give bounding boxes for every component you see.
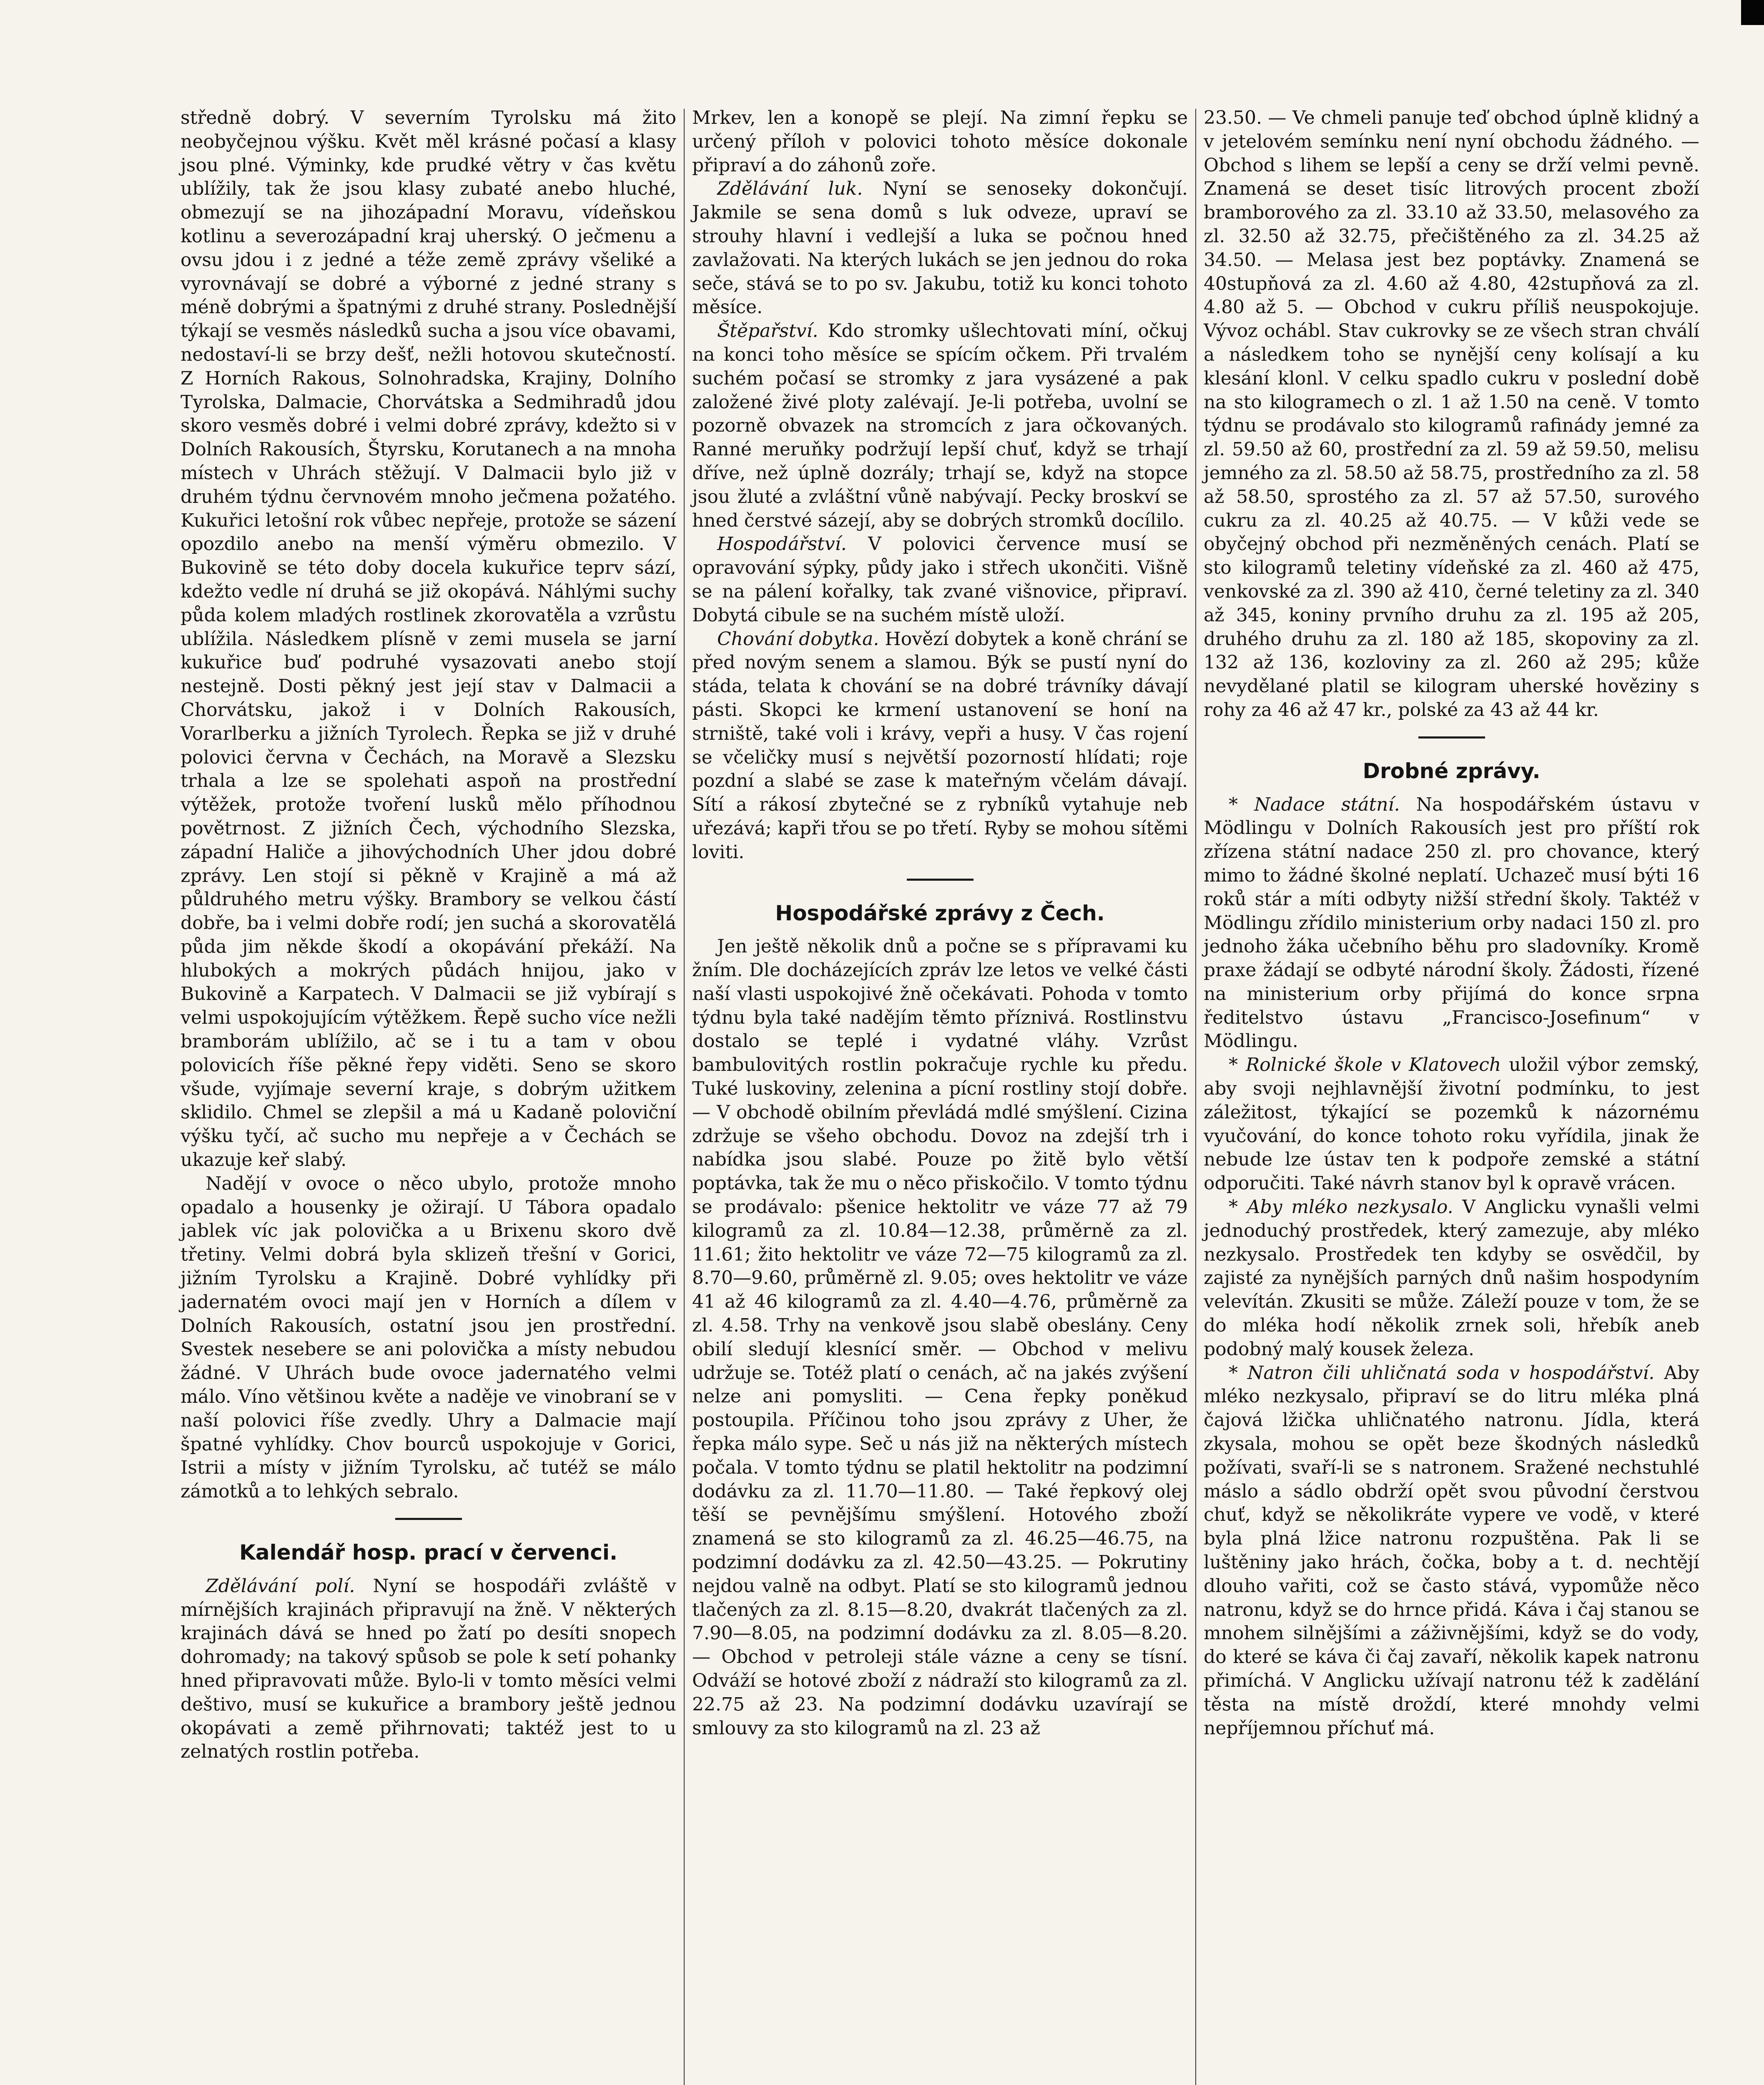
article-paragraph xyxy=(692,106,1188,177)
article-paragraph xyxy=(692,319,1188,533)
paragraph-lead: * Aby mléko nezkysalo. xyxy=(1229,1196,1453,1218)
paragraph-text: Na hospodářském ústavu v Mödlingu v Dolních Rakousích jest pro příští rok zřízena státní nadace 250 zl. pro chovance, který mimo to žádné školné neplatí. Uchazeč musí býti 16 roků stár a míti odbyty nižší střední školy. Taktéž v Mödlingu zřídilo ministerium orby nadaci 150 zl. pro jednoho žáka učebního běhu pro sladovníky. Kromě praxe žádají se odbyté národní školy. Žádosti, řízené na ministerium orby přijímá do konce srpna ředitelstvo ústavu „Francisco-Josefinum“ v Mödlingu. xyxy=(1204,794,1700,1052)
paragraph-text: Hovězí dobytek a koně chrání se před novým senem a slamou. Býk se pustí nyní do stáda, telata k chování se na dobré trávníky dávají pásti. Skopci ke krmení ustanovení se honí na strniště, také voli i krávy, vepři a husy. V čas rojení se včeličky musí s největší pozorností hlídati; roje pozdní a slabé se zase k mateřným včelám dávají. Sítí a rákosí zbytečné se z rybníků vytahuje neb uřezává; kapři třou se po třetí. Ryby se mohou sítěmi loviti. xyxy=(692,628,1188,863)
article-paragraph xyxy=(1204,106,1699,722)
article-paragraph xyxy=(692,628,1188,864)
paragraph-lead: * Natron čili uhličnatá soda v hospodářství. xyxy=(1229,1362,1655,1384)
article-paragraph xyxy=(1204,1053,1699,1196)
section-heading: Kalendář hosp. prací v červenci. xyxy=(239,1540,618,1565)
paragraph-lead: * Nadace státní. xyxy=(1229,794,1400,815)
scan-corner-mark xyxy=(1741,0,1764,25)
paragraph-text: V polovici července musí se opravování sýpky, půdy jako i střech ukončiti. Višně se na pálení kořalky, tak zvané višnovice, připraví. Dobytá cibule se na suchém místě uloží. xyxy=(692,533,1188,626)
column-middle xyxy=(685,106,1195,2085)
section-heading: Hospodářské zprávy z Čech. xyxy=(775,901,1105,925)
article-paragraph xyxy=(1204,793,1699,1054)
column-left xyxy=(173,106,684,2085)
paragraph-lead: * Rolnické škole v Klatovech xyxy=(1229,1054,1501,1076)
newspaper-page xyxy=(173,106,1730,2085)
paragraph-text: V Anglicku vynašli velmi jednoduchý prostředek, který zamezuje, aby mléko nezkysalo. Prostředek ten kdyby se osvědčil, by zajisté za nynějších parných dnů našim hospodyním velevítán. Zkusiti se může. Záleží pouze v tom, že se do mléka hodí několik zrnek soli, hřebík aneb podobný malý kousek železa. xyxy=(1204,1196,1699,1360)
article-paragraph xyxy=(181,1575,676,1764)
paragraph-lead: Hospodářství. xyxy=(717,533,847,555)
section-rule xyxy=(1418,736,1485,739)
paragraph-lead: Zdělávání luk. xyxy=(717,178,863,200)
paragraph-text: středně dobrý. V severním Tyrolsku má žito neobyčejnou výšku. Květ měl krásné počasí a klasy jsou plné. Výminky, kde prudké větry v čas květu ublížily, tak že jsou klasy zubaté anebo hluché, obmezují se na jihozápadní Moravu, vídeňskou kotlinu a severozápadní kraj uherský. O ječmenu a ovsu jdou i z jedné a téže země zprávy všeliké a vyrovnávají se dobré a výborné z jedné strany s méně dobrými a špatnými z druhé strany. Poslednější týkají se vesměs následků sucha a jsou více obavami, nedostaví-li se brzy dešť, nežli hotovou skutečností. Z Horních Rakous, Solnohradska, Krajiny, Dolního Tyrolska, Dalmacie, Chorvátska a Sedmihradů jdou skoro vesměs dobré i velmi dobré zprávy, kdežto si v Dolních Rakousích, Štyrsku, Korutanech a na mnoha místech v Uhrách stěžují. V Dalmacii bylo již v druhém týdnu červnovém mnoho ječmena požatého. Kukuřici letošní rok vůbec nepřeje, protože se sázení opozdilo anebo na menší výměru obmezilo. V Bukovině se této doby docela kukuřice teprv sází, kdežto vedle ní druhá se již okopává. Náhlými suchy půda kolem mladých rostlinek zkorovatěla a vzrůstu ublížila. Následkem plísně v zemi musela se jarní kukuřice buď podruhé vysazovati anebo stojí nestejně. Dosti pěkný jest její stav v Dalmacii a Chorvátsku, jakož i v Dolních Rakousích, Vorarlberku a jižních Tyrolech. Řepka se již v druhé polovici června v Čechách, na Moravě a Slezsku trhala a lze se spolehati aspoň na prostřední výtěžek, protože tvoření lusků mělo příhodnou povětrnost. Z jižních Čech, východního Slezska, západní Haliče a jihovýchodních Uher jdou dobré zprávy. Len stojí si pěkně v Krajině a má až půldruhého metru výšky. Brambory se velkou částí dobře, ba i velmi dobře rodí; jen suchá a skorovatělá půda jim někde škodí a okopávání překáží. Na hlubokých a mokrých půdách hnijou, jako v Bukovině a Karpatech. V Dalmacii se již vybírají s velmi uspokojujícím výtěžkem. Řepě sucho více nežli bramborám ublížilo, ač se i tu a tam v obou polovicích říše pěkné řepy viděti. Seno se skoro všude, vyjímaje severní kraje, s dobrým užitkem sklidilo. Chmel se zlepšil a má u Kadaně poloviční výšku tyčí, ač sucho mu nepřeje a v Čechách se ukazuje keř slabý. xyxy=(181,107,676,1171)
article-paragraph xyxy=(692,533,1188,627)
column-right xyxy=(1196,106,1707,2085)
paragraph-text: uložil výbor zemský, aby svoji nejhlavnější životní podmínku, to jest záležitost, týkající se pozemků k názornému vyučování, do konce tohoto roku vyřídila, jinak že nebude lze ústav ten k podpoře zemské a státní odporučiti. Také návrh stanov byl k opravě vrácen. xyxy=(1204,1054,1699,1194)
paragraph-text: Nyní se senoseky dokončují. Jakmile se sena domů s luk odveze, upraví se strouhy hlavní i vedlejší a luka se počnou hned zavlažovati. Na kterých lukách se jen jednou do roka seče, stává se to po sv. Jakubu, totiž ku konci tohoto měsíce. xyxy=(692,178,1188,318)
paragraph-text: Nadějí v ovoce o něco ubylo, protože mnoho opadalo a housenky je ožirají. U Tábora opadalo jablek víc jak polovička a u Brixenu skoro dvě třetiny. Velmi dobrá byla sklizeň třešní v Gorici, jižním Tyrolsku a Krajině. Dobré vyhlídky při jadernatém ovoci mají jen v Horních a dílem v Dolních Rakousích, ostatní jsou jen prostřední. Svestek nesebere se ani polovička a místy nebudou žádné. V Uhrách bude ovoce jadernatého velmi málo. Víno většinou květe a naděje ve vinobraní se v naší polovici říše zvedly. Uhry a Dalmacie mají špatné vyhlídky. Chov bourců uspokojuje v Gorici, Istrii a místy v jižním Tyrolsku, ač tutéž se málo zámotků a to lehkých sebralo. xyxy=(181,1173,676,1502)
paragraph-text: Aby mléko nezkysalo, připraví se do litru mléka plná čajová lžička uhličnatého natronu. Jídla, která zkysala, mohou se opět beze škodných následků požívati, svaří-li se s natronem. Sražené nechstuhlé máslo a sádlo obdrží opět svou původní čerstvou chuť, když se několikráte vypere ve vodě, v které byla plná lžice natronu rozpuštěna. Pak li se luštěniny jako hrách, čočka, boby a t. d. nechtějí dlouho vařiti, což se často stává, vypomůže něco natronu, když se do hrnce přidá. Káva i čaj stanou se mnohem silnějšími a záživnějšími, když se do vody, do které se káva či čaj zavaří, několik kapek natronu přimíchá. V Anglicku užívají natronu též k zadělání těsta na místě droždí, které mnohdy velmi nepříjemnou příchuť má. xyxy=(1204,1362,1699,1739)
paragraph-lead: Chování dobytka. xyxy=(717,628,879,650)
paragraph-text: 23.50. — Ve chmeli panuje teď obchod úplně klidný a v jetelovém semínku není nyní obchodu žádného. — Obchod s lihem se lepší a ceny se drží velmi pevně. Znamená se deset tisíc litrových procent zboží bramborového za zl. 33.10 až 33.50, melasového za zl. 32.50 až 32.75, přečištěného za zl. 34.25 až 34.50. — Melasa jest bez poptávky. Znamená se 40stupňová za zl. 4.60 až 4.80, 42stupňová za zl. 4.80 až 5. — Obchod v cukru příliš neuspokojuje. Vývoz ochábl. Stav cukrovky se ze všech stran chválí a následkem toho se nynější ceny kolísají a ku klesání klonl. V celku spadlo cukru v poslední době na sto kilogramech o zl. 1 až 1.50 na ceně. V tomto týdnu se prodávalo sto kilogramů rafinády jemné za zl. 59.50 až 60, prostřední za zl. 59 až 59.50, melisu jemného za zl. 58.50 až 58.75, prostředního za zl. 58 až 58.50, sprostého za zl. 57 až 57.50, surového cukru za zl. 40.25 až 40.75. — V kůži vede se obyčejný obchod při nezměněných cenách. Platí se sto kilogramů teletiny vídeňské za zl. 460 až 475, venkovské za zl. 390 až 410, černé teletiny za zl. 340 až 345, koniny prvního druhu za zl. 195 až 205, druhého druhu za zl. 180 až 185, skopoviny za zl. 132 až 136, kozloviny za zl. 260 až 295; kůže nevydělané platil se kilogram uherské hověziny s rohy za 46 až 47 kr., polské za 43 až 44 kr. xyxy=(1204,107,1699,721)
section-heading: Drobné zprávy. xyxy=(1363,759,1541,783)
paragraph-lead: Zdělávání polí. xyxy=(206,1575,355,1597)
section-rule xyxy=(907,879,974,881)
paragraph-text: Nyní se hospodáři zvláště v mírnějších krajinách připravují na žně. V některých krajinách dává se hned po žatí po desíti snopech dohromady; na takový spůsob se pole k setí pohanky hned připravovati může. Bylo-li v tomto měsíci velmi deštivo, musí se kukuřice a brambory ještě jednou okopávati a země přihrnovati; taktéž jest to u zelnatých rostlin potřeba. xyxy=(181,1575,677,1763)
article-paragraph xyxy=(181,1172,676,1504)
paragraph-text: Kdo stromky ušlechtovati míní, očkuj na konci toho měsíce se spícím očkem. Při trvalém suchém počasí se stromky z jara vysázené a pak založené živé ploty zalévají. Je-li potřeba, uvolní se pozorně obvazek na stromcích z jara očkovaných. Ranné meruňky podržují lepší chuť, když se trhají dříve, než úplně dozrály; trhají se, když na stopce jsou žluté a zvláštní vůně nabývají. Pecky broskví se hned čerstvé sázejí, aby se dobrých stromků docílilo. xyxy=(692,320,1188,531)
paragraph-lead: Štěpařství. xyxy=(717,320,818,342)
section-rule xyxy=(395,1518,462,1520)
article-paragraph xyxy=(1204,1362,1699,1741)
article-paragraph xyxy=(181,106,676,1172)
article-paragraph xyxy=(692,177,1188,319)
paragraph-text: Jen ještě několik dnů a počne se s přípravami ku žním. Dle docházejících zpráv lze letos ve velké části naší vlasti uspokojivé žně očekávati. Pohoda v tomto týdnu byla také nadějím těmto příznivá. Rostlinstvu dostalo se teplé i vydatné vláhy. Vzrůst bambulovitých rostlin pokračuje rychle ku předu. Tuké luskoviny, zelenina a pícní rostliny stojí dobře. — V obchodě obilním převládá mdlé smýšlení. Cizina zdržuje se všeho obchodu. Dovoz na zdejší trh i nabídka jsou slabé. Pouze po žitě bylo větší poptávka, tak že mu o něco přiskočilo. V tomto týdnu se prodávalo: pšenice hektolitr ve váze 77 až 79 kilogramů za zl. 10.84—12.38, průměrně za zl. 11.61; žito hektolitr ve váze 72—75 kilogramů za zl. 8.70—9.60, průměrně zl. 9.05; oves hektolitr ve váze 41 až 46 kilogramů za zl. 4.40—4.76, průměrně za zl. 4.58. Trhy na venkově jsou slabě obeslány. Ceny obilí sledují klesnící směr. — Obchod v melivu udržuje se. Totéž platí o cenách, ač na jakés zvýšení nelze ani pomysliti. — Cena řepky poněkud postoupila. Příčinou toho jsou zprávy z Uher, že řepka málo sype. Seč u nás již na některých místech počala. V tomto týdnu se platil hektolitr na podzimní dodávku za zl. 11.70—11.80. — Také řepkový olej těší se pevnějšímu smýšlení. Hotového zboží znamená se sto kilogramů za zl. 46.25—46.75, na podzimní dodávku za zl. 42.50—43.25. — Pokrutiny nejdou valně na odbyt. Platí se sto kilogramů jednou tlačených za zl. 8.15—8.20, dvakrát tlačených za zl. 7.90—8.05, na podzimní dodávku za zl. 8.05—8.20. — Obchod v petroleji stále vázne a ceny se tísní. Odváží se hotové zboží z nádraží sto kilogramů za zl. 22.75 až 23. Na podzimní dodávku uzavírají se smlouvy za sto kilogramů na zl. 23 až xyxy=(692,936,1188,1739)
article-paragraph xyxy=(692,935,1188,1740)
paragraph-text: Mrkev, len a konopě se plejí. Na zimní řepku se určený příloh v polovici tohoto měsíce dokonale připraví a do záhonů zoře. xyxy=(692,107,1188,176)
article-paragraph xyxy=(1204,1196,1699,1362)
